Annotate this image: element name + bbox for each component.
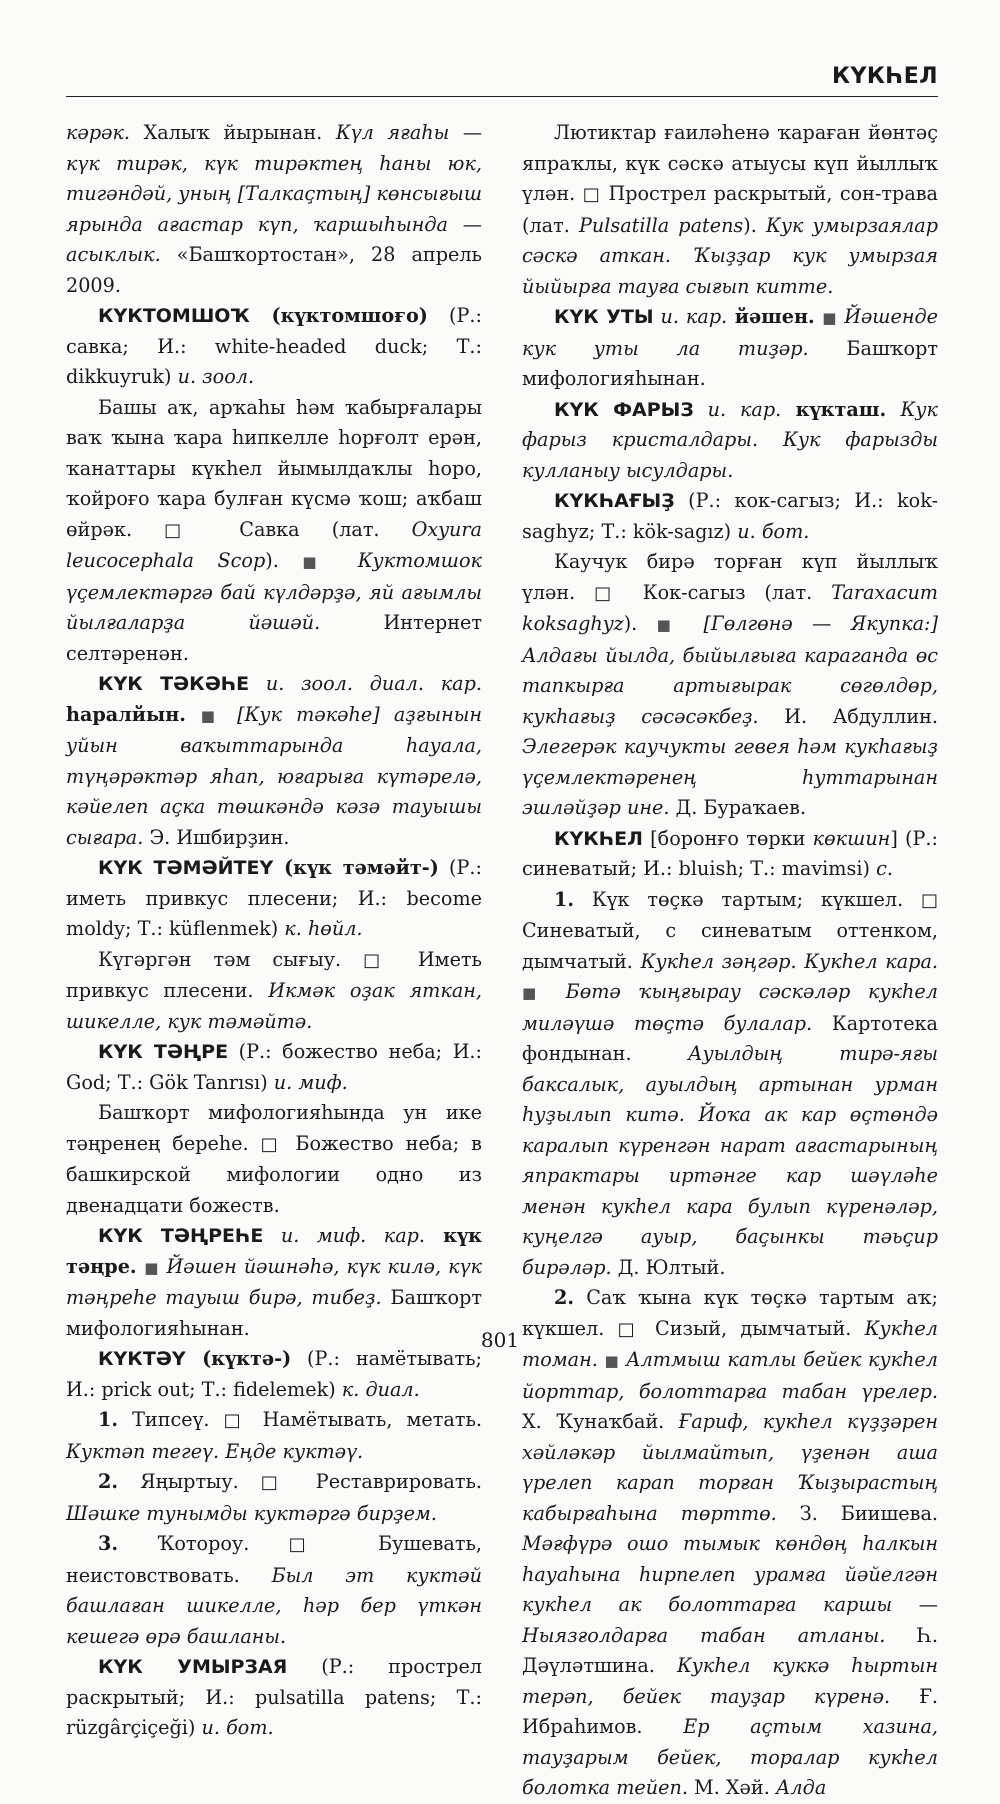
- example-square-icon: ■: [144, 1258, 160, 1277]
- headword: КҮКТОМШОҠ: [98, 305, 250, 327]
- dictionary-entry-kuktomshok: КҮКТОМШОҠ (күктомшоғо) (Р.: савка; И.: white-headed duck; Т.: dikkuyruk) и. зоол.: [66, 304, 482, 388]
- right-column: [522, 118, 938, 1804]
- dictionary-entry-kukhel: КҮКҺЕЛ [боронғо төрки көкшин] (Р.: синеватый; И.: bluish; Т.: mavimsi) с.: [522, 826, 938, 880]
- sense-1: 1. Күк төҫкә тартым; күкшел. □ Синеватый, с синеватым оттенком, дымчатый. Кукһел зәңгәр. Кукһел кара. ■ Бөтә ҡыңғырау сәскәләр кукһел миләүшә төҫтә булалар. Картотека фондынан. Ауылдың тирә-яғы баксалык, ауылдың артынан урман һуҙылып китә. Йоҡа ак кар өҫтөндә каралып күренгән нарат ағастарының япрактары иртәнге кар шәүләһе менән кукһел кара булып күренәләр, куңелгә ауыр, баҫынкы тәьҫир бирәләр. Д. Юлтый.: [522, 887, 938, 1279]
- headword: КҮК УТЫ: [554, 306, 654, 328]
- translation-square-icon: □: [363, 949, 396, 971]
- translation-square-icon: □: [617, 1318, 642, 1340]
- headword: КҮК ТӘМӘЙТЕҮ: [98, 857, 274, 879]
- sense-1: 1. Типсеү. □ Намётывать, метать. Куктәп тегеү. Еңде куктәү.: [66, 1408, 482, 1463]
- definition: Лютиктар ғаиләһенә ҡараған йөнтәҫ япраҡлы, күк сәскә атыусы күп йыллыҡ үлән. □ Прострел раскрытый, сон-трава (лат. Pulsatilla patens). Кук умырзаялар сәскә аткан. Ҡыҙҙар кук умырзая йыйырға тауға сығып китте.: [522, 121, 939, 298]
- definition: Күгәргән тәм сығыу. □ Иметь привкус плесени. Икмәк оҙак яткан, шикелле, кук тәмәйтә.: [66, 947, 482, 1033]
- headword: КҮК ТӘҢРЕҺЕ: [98, 1225, 264, 1247]
- running-header: [66, 62, 938, 97]
- dictionary-entry-kuk-uty: КҮК УТЫ и. кар. йәшен. ■ Йәшенде кук уты ла тиҙәр. Башҡорт мифологияһынан.: [522, 305, 938, 390]
- example-square-icon: ■: [302, 553, 335, 571]
- entry-continuation: кәрәк. Халыҡ йырынан. Күл яғаһы — күк тирәк, күк тирәктең һаны юк, тигәндәй, уның [Талкаҫтың] көнсығыш ярында ағастар күп, ҡаршыһында — асыклык. «Башҡортостан», 28 апрель 2009.: [66, 121, 483, 297]
- sense-2: 2. Яңыртыу. □ Реставрировать. Шәшке тунымды куктәргә бирҙем.: [66, 1470, 482, 1525]
- dictionary-entry-kuktau: КҮКТӘҮ (күктә-) (Р.: намётывать; И.: prick out; Т.: fidelemek) к. диал.: [66, 1347, 482, 1401]
- translation-square-icon: □: [582, 184, 602, 205]
- headword: КҮКҺАҒЫҘ: [554, 490, 675, 512]
- dictionary-entry-kuk-tamayteu: КҮК ТӘМӘЙТЕҮ (күк тәмәйт-) (Р.: иметь привкус плесени; И.: become moldy; Т.: küflenmek) к. һөйл.: [66, 856, 483, 940]
- headword: КҮК ТӘҢРЕ: [98, 1041, 229, 1063]
- translation-square-icon: □: [288, 1534, 339, 1555]
- dictionary-entry-kuk-faryz: КҮК ФАРЫЗ и. кар. күкташ. Кук фарыз кристалдары. Кук фарызды кулланыу ысулдары.: [522, 397, 938, 482]
- translation-square-icon: □: [594, 582, 624, 604]
- example-square-icon: ■: [822, 309, 838, 327]
- translation-square-icon: □: [920, 889, 938, 911]
- left-column: [66, 118, 482, 1744]
- translation-square-icon: □: [260, 1133, 284, 1155]
- translation-square-icon: □: [164, 519, 208, 541]
- example-square-icon: ■: [522, 984, 548, 1002]
- dictionary-entry-kukhagyz: КҮКҺАҒЫҘ (Р.: кок-сагыз; И.: kok-saghyz; Т.: kök-sagız) и. бот.: [522, 489, 938, 543]
- example-square-icon: ■: [200, 706, 223, 725]
- page-number: 801: [480, 1328, 520, 1352]
- dictionary-entry-kuk-takahe: КҮК ТӘКӘҺЕ и. зоол. диал. кар. һаралйын. ■ [Кук тәкәһе] аҙғынын уйын ваҡыттарында һауала, түңәрәктәр яһап, юғарыға күтәрелә, кәйелеп аҫка төшкәндә кәзә тауышы сығара. Э. Ишбирҙин.: [66, 672, 483, 849]
- dictionary-entry-kuk-tanrehe: КҮК ТӘҢРЕҺЕ и. миф. кар. күк тәңре. ■ Йәшен йәшнәһә, күк килә, күк тәңреһе тауыш бирә, тибеҙ. Башҡорт мифологияһынан.: [66, 1224, 483, 1340]
- example-square-icon: ■: [604, 1352, 620, 1370]
- headword: КҮК ФАРЫЗ: [554, 398, 694, 421]
- dictionary-entry-kuk-tanre: КҮК ТӘҢРЕ (Р.: божество неба; И.: God; Т.: Gök Tanrısı) и. миф.: [66, 1040, 482, 1094]
- definition: Башҡорт мифологияһында ун ике тәңренең береһе. □ Божество неба; в башкирской мифологии одно из двенадцати божеств.: [66, 1101, 482, 1217]
- header-headword: КҮКҺЕЛ: [832, 64, 938, 89]
- sense-2: 2. Саҡ ҡына күк төҫкә тартым аҡ; күкшел. □ Сизый, дымчатый. Кукһел томан. ■ Алтмыш катлы бейек кукһел йорттар, болоттарға табан үрелер. Х. Ҡунаҡбай. Ғариф, кукһел күҙҙәрен хәйләкәр йылмайтып, үҙенән аша үрелеп карап торған Ҡыҙырастың кабырғаһына төрттө. З. Биишева. Мәғфүрә ошо тымык көндөң һалкын һауаһына һирпелеп урамға йәйелгән кукһел ак болоттарға каршы — Ныязғолдарға табан атланы. Һ. Дәүләтшина. Кукһел куккә һыртын терәп, бейек тауҙар күренә. Ғ. Ибраһимов. Ер аҫтым хазина, тауҙарым бейек, торалар кукһел болотка тейеп. М. Хәй. Алда: [522, 1286, 939, 1799]
- example-square-icon: ■: [656, 616, 685, 634]
- headword: КҮКТӘҮ: [98, 1348, 186, 1370]
- dictionary-entry-kuk-umyrzaya: КҮК УМЫРЗАЯ (Р.: прострел раскрытый; И.: pulsatilla patens; Т.: rüzgârçiçeği) и. бот.: [66, 1655, 482, 1739]
- headword: КҮКҺЕЛ: [554, 827, 643, 850]
- definition: Башы аҡ, арҡаһы һәм ҡабырғалары ваҡ ҡына ҡара һипкелле һорғолт ерән, ҡанаттары күкһел йымылдаҡлы һоро, ҡойроғо ҡара булған күсмә ҡош; аҡбаш өйрәк. □ Савка (лат. Oxyura leucocephala Scop). ■ Куктомшок үҫемлектәргә бай күлдәрҙә, яй ағымлы йылғаларҙа йәшәй. Интернет селтәренән.: [66, 395, 482, 665]
- headword: КҮК УМЫРЗАЯ: [98, 1656, 288, 1678]
- headword: КҮК ТӘКӘҺЕ: [98, 673, 250, 695]
- translation-square-icon: □: [260, 1472, 294, 1493]
- definition: Каучук бирә торған күп йыллыҡ үлән. □ Кок-сагыз (лат. Taraxacum koksaghyz). ■ [Гөлгөнә — Якупка:] Алдағы йылда, быйылғыға караганда өс тапкырға артығырак сөгөлдөр, кукһағыҙ сәсәсәкбеҙ. И. Абдуллин. Элегерәк каучукты гевея һәм кукһағыҙ үҫемлектәренең һуттарынан эшләйҙәр ине. Д. Бураҡаев.: [522, 550, 938, 819]
- sense-3: 3. Ҡотороу. □ Бушевать, неистовствовать. Был эт куктәй башлаған шикелле, һәр бер үткән кешегә өрә башланы.: [66, 1532, 482, 1648]
- translation-square-icon: □: [223, 1410, 249, 1431]
